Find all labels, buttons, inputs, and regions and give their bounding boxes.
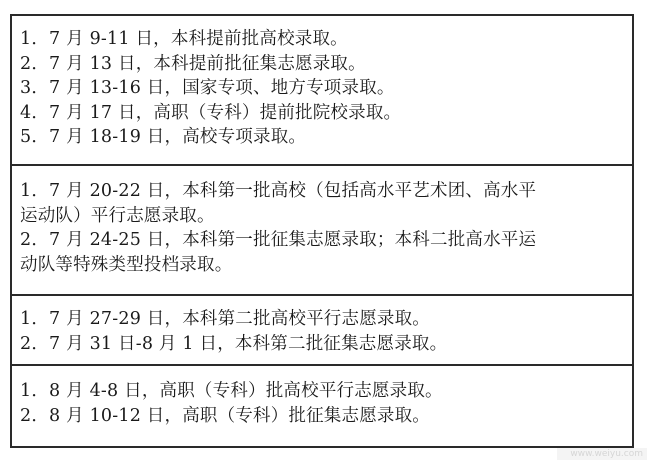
schedule-section-1 [12, 16, 632, 166]
schedule-line: 1．7 月 9-11 日，本科提前批高校录取。 [20, 29, 348, 49]
schedule-line: 2．7 月 24-25 日，本科第一批征集志愿录取；本科二批高水平运 [20, 230, 537, 250]
schedule-line: 2．7 月 31 日-8 月 1 日，本科第二批征集志愿录取。 [20, 333, 448, 354]
watermark: www.weiyu.com [557, 448, 647, 460]
schedule-line: 动队等特殊类型投档录取。 [20, 254, 233, 275]
schedule-table [10, 14, 634, 448]
schedule-line: 1．8 月 4-8 日，高职（专科）批高校平行志愿录取。 [20, 381, 443, 401]
schedule-line: 1．7 月 20-22 日，本科第一批高校（包括高水平艺术团、高水平 [20, 181, 537, 201]
schedule-line: 1．7 月 27-29 日，本科第二批高校平行志愿录取。 [20, 309, 431, 329]
schedule-line: 4．7 月 17 日，高职（专科）提前批院校录取。 [20, 102, 402, 123]
schedule-line: 运动队）平行志愿录取。 [20, 205, 215, 226]
schedule-section-3 [12, 296, 632, 366]
schedule-section-2 [12, 166, 632, 296]
schedule-line: 2．7 月 13 日，本科提前批征集志愿录取。 [20, 53, 366, 74]
schedule-section-4 [12, 366, 632, 446]
schedule-line: 5．7 月 18-19 日，高校专项录取。 [20, 127, 307, 147]
schedule-line: 3．7 月 13-16 日，国家专项、地方专项录取。 [20, 78, 395, 98]
schedule-line: 2．8 月 10-12 日，高职（专科）批征集志愿录取。 [20, 405, 431, 426]
